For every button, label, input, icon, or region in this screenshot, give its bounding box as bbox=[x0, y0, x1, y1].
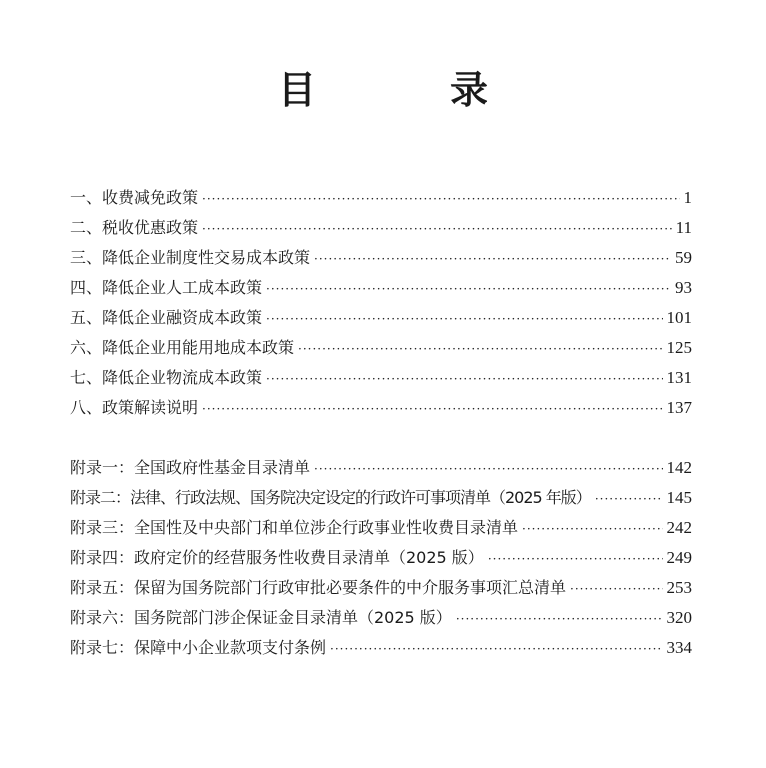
toc-appendix-entry[interactable] bbox=[70, 543, 692, 573]
toc-entry-label: 二、税收优惠政策 bbox=[70, 218, 199, 237]
toc-entry-label: 七、降低企业物流成本政策 bbox=[70, 368, 263, 387]
toc-appendix-entry[interactable] bbox=[70, 633, 692, 663]
toc-entry-page: 334 bbox=[666, 638, 692, 657]
toc-entry-page: 125 bbox=[666, 338, 692, 357]
toc-leader-dots bbox=[456, 604, 663, 634]
toc-entry-label: 附录三：全国性及中央部门和单位涉企行政事业性收费目录清单 bbox=[70, 518, 519, 537]
toc-entry-label: 六、降低企业用能用地成本政策 bbox=[70, 338, 295, 357]
toc-entry-label: 八、政策解读说明 bbox=[70, 398, 199, 417]
toc-entry[interactable] bbox=[70, 393, 692, 423]
toc-entry[interactable] bbox=[70, 303, 692, 333]
toc-leader-dots bbox=[522, 514, 662, 544]
toc-entry-page: 142 bbox=[666, 458, 692, 477]
toc-entry[interactable] bbox=[70, 333, 692, 363]
toc-entry-page: 59 bbox=[675, 248, 692, 267]
toc-entry-page: 320 bbox=[666, 608, 692, 627]
toc-leader-dots bbox=[266, 274, 671, 304]
toc-leader-dots bbox=[298, 334, 662, 364]
toc-leader-dots bbox=[266, 364, 662, 394]
toc-leader-dots bbox=[330, 634, 662, 664]
toc-appendix-entry[interactable] bbox=[70, 513, 692, 543]
toc-entry-label: 附录七：保障中小企业款项支付条例 bbox=[70, 638, 327, 657]
toc-appendix-entry[interactable] bbox=[70, 603, 692, 633]
toc-entry-page: 93 bbox=[675, 278, 692, 297]
toc-entry-page: 131 bbox=[666, 368, 692, 387]
toc-entry-page: 101 bbox=[666, 308, 692, 327]
toc-leader-dots bbox=[266, 304, 662, 334]
toc-entry-page: 137 bbox=[666, 398, 692, 417]
toc-entry-page: 253 bbox=[666, 578, 692, 597]
toc-leader-dots bbox=[202, 394, 662, 424]
toc-leader-dots bbox=[202, 214, 672, 244]
toc-leader-dots bbox=[488, 544, 663, 574]
toc-entry-page: 145 bbox=[666, 488, 692, 507]
page-title: 目 录 bbox=[277, 68, 536, 112]
toc-entry[interactable] bbox=[70, 183, 692, 213]
toc-appendix-list bbox=[70, 453, 692, 663]
toc-entry-page: 249 bbox=[666, 548, 692, 567]
toc-entry-label: 附录六：国务院部门涉企保证金目录清单（2025 版） bbox=[70, 608, 452, 627]
toc-leader-dots bbox=[202, 184, 679, 214]
toc-leader-dots bbox=[314, 454, 662, 484]
toc-entry-label: 附录二：法律、行政法规、国务院决定设定的行政许可事项清单（2025 年版） bbox=[70, 488, 591, 507]
toc-appendix-entry[interactable] bbox=[70, 483, 692, 513]
toc-leader-dots bbox=[595, 484, 663, 514]
toc-entry[interactable] bbox=[70, 213, 692, 243]
toc-entry-page: 1 bbox=[683, 188, 692, 207]
toc-appendix-entry[interactable] bbox=[70, 573, 692, 603]
toc-leader-dots bbox=[314, 244, 671, 274]
toc-entry-label: 附录一：全国政府性基金目录清单 bbox=[70, 458, 311, 477]
toc-entry[interactable] bbox=[70, 243, 692, 273]
toc-entry[interactable] bbox=[70, 273, 692, 303]
toc-main-list bbox=[70, 183, 692, 423]
toc-entry[interactable] bbox=[70, 363, 692, 393]
toc-entry-label: 附录四：政府定价的经营服务性收费目录清单（2025 版） bbox=[70, 548, 484, 567]
toc-entry-label: 四、降低企业人工成本政策 bbox=[70, 278, 263, 297]
toc-entry-page: 242 bbox=[666, 518, 692, 537]
toc-entry-label: 一、收费减免政策 bbox=[70, 188, 199, 207]
toc-appendix-entry[interactable] bbox=[70, 453, 692, 483]
toc-entry-label: 三、降低企业制度性交易成本政策 bbox=[70, 248, 311, 267]
toc-entry-label: 五、降低企业融资成本政策 bbox=[70, 308, 263, 327]
toc-leader-dots bbox=[570, 574, 662, 604]
toc-entry-page: 11 bbox=[675, 218, 692, 237]
toc-entry-label: 附录五：保留为国务院部门行政审批必要条件的中介服务事项汇总清单 bbox=[70, 578, 567, 597]
